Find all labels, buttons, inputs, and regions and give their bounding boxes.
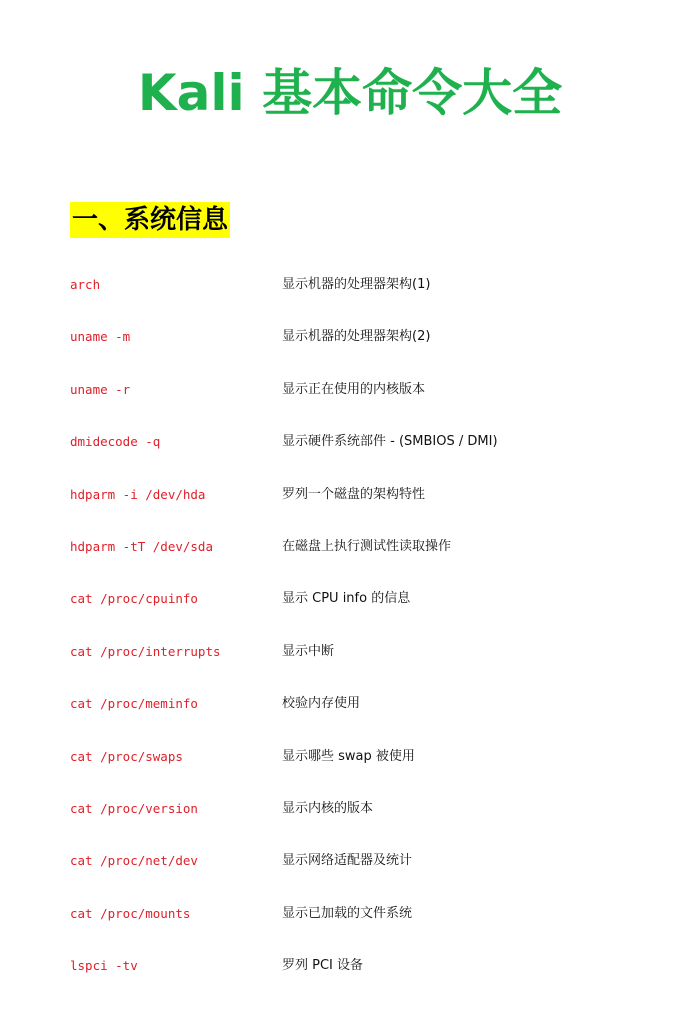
command-row <box>0 273 700 297</box>
command-description: 显示中断 <box>282 643 335 659</box>
command-text: arch <box>70 277 101 292</box>
command-text: cat /proc/interrupts <box>70 643 221 659</box>
command-text: uname -m <box>70 329 131 345</box>
command-description: 显示 CPU info 的信息 <box>282 591 411 607</box>
command-description: 罗列 PCI 设备 <box>282 958 364 974</box>
command-text: cat /proc/swaps <box>70 748 183 764</box>
command-description: 在磁盘上执行测试性读取操作 <box>282 539 452 554</box>
command-text: lspci -tv <box>70 958 138 974</box>
page-title: Kali 基本命令大全 <box>137 64 563 122</box>
command-text: uname -r <box>70 381 131 397</box>
command-description: 显示机器的处理器架构(1) <box>282 277 431 292</box>
command-text: cat /proc/mounts <box>70 905 191 921</box>
command-row <box>0 378 700 402</box>
command-row <box>0 692 700 716</box>
command-row <box>0 535 700 559</box>
command-text: hdparm -tT /dev/sda <box>70 539 213 554</box>
section-heading: 一、系统信息 <box>70 202 230 238</box>
command-description: 显示正在使用的内核版本 <box>282 381 426 397</box>
command-row <box>0 797 700 821</box>
command-text: cat /proc/net/dev <box>70 853 198 869</box>
command-text: cat /proc/cpuinfo <box>70 591 198 607</box>
command-row <box>0 640 700 664</box>
command-row <box>0 745 700 769</box>
command-description: 显示哪些 swap 被使用 <box>282 748 415 764</box>
command-description: 显示网络适配器及统计 <box>282 853 413 869</box>
command-row <box>0 483 700 507</box>
command-description: 显示内核的版本 <box>282 801 374 816</box>
command-description: 显示机器的处理器架构(2) <box>282 329 431 345</box>
command-row <box>0 849 700 873</box>
command-row <box>0 325 700 349</box>
command-row <box>0 430 700 454</box>
command-row <box>0 902 700 926</box>
command-row <box>0 587 700 611</box>
command-text: cat /proc/version <box>70 801 198 816</box>
command-text: hdparm -i /dev/hda <box>70 486 206 502</box>
command-description: 显示已加载的文件系统 <box>282 905 413 921</box>
command-description: 校验内存使用 <box>282 696 361 712</box>
command-text: cat /proc/meminfo <box>70 696 198 712</box>
command-description: 显示硬件系统部件 - (SMBIOS / DMI) <box>282 434 498 450</box>
command-text: dmidecode -q <box>70 434 161 450</box>
command-description: 罗列一个磁盘的架构特性 <box>282 486 426 502</box>
command-row <box>0 954 700 978</box>
